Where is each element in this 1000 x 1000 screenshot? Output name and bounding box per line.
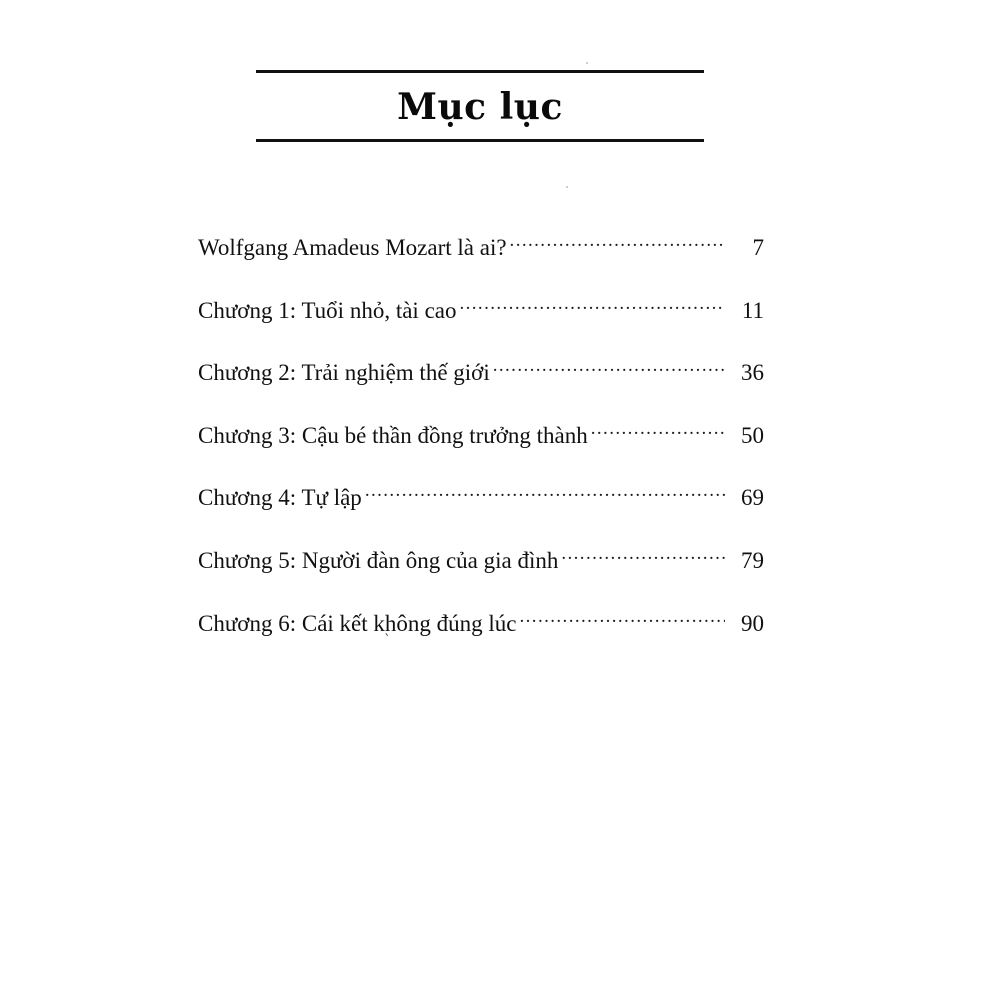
toc-entry-label: Chương 6: Cái kết không đúng lúc bbox=[198, 610, 517, 636]
toc-entry[interactable] bbox=[198, 608, 764, 638]
toc-leader-dots bbox=[520, 608, 726, 631]
page-title: Mục lục bbox=[397, 86, 563, 128]
toc-leader-dots bbox=[365, 482, 725, 505]
toc-entry-page: 7 bbox=[752, 235, 764, 260]
toc-entry-page: 11 bbox=[741, 297, 764, 323]
toc-entry[interactable] bbox=[198, 232, 764, 262]
toc-entry-label: Chương 4: Tự lập bbox=[198, 485, 362, 511]
toc-entry-page: 69 bbox=[741, 485, 764, 511]
paper-speck bbox=[566, 186, 568, 188]
toc-entry[interactable] bbox=[198, 357, 764, 387]
toc-header bbox=[256, 70, 704, 142]
toc-entry[interactable] bbox=[198, 482, 764, 512]
toc-entry-label: Chương 5: Người đàn ông của gia đình bbox=[198, 547, 559, 573]
paper-speck bbox=[586, 62, 588, 64]
toc-entry-page: 90 bbox=[741, 610, 764, 636]
toc-entry[interactable] bbox=[198, 545, 764, 575]
toc-entry-label: Chương 2: Trải nghiệm thế giới bbox=[198, 360, 490, 386]
stray-pen-mark: ` bbox=[381, 631, 390, 649]
toc-leader-dots bbox=[493, 357, 725, 380]
toc-entry-page: 36 bbox=[741, 360, 764, 386]
toc-entry-label: Wolfgang Amadeus Mozart là ai? bbox=[198, 235, 507, 260]
toc-entry-page: 79 bbox=[741, 547, 764, 573]
toc-leader-dots bbox=[561, 545, 725, 568]
toc-entry-label: Chương 3: Cậu bé thần đồng trưởng thành bbox=[198, 422, 588, 448]
toc-entry-label: Chương 1: Tuổi nhỏ, tài cao bbox=[198, 297, 457, 323]
header-rule-bottom bbox=[256, 139, 704, 142]
toc-list bbox=[198, 232, 764, 670]
toc-entry[interactable] bbox=[198, 295, 764, 325]
toc-leader-dots bbox=[591, 420, 725, 443]
toc-leader-dots bbox=[510, 232, 725, 255]
toc-entry-page: 50 bbox=[741, 422, 764, 448]
toc-entry[interactable] bbox=[198, 420, 764, 450]
toc-leader-dots bbox=[459, 295, 725, 318]
